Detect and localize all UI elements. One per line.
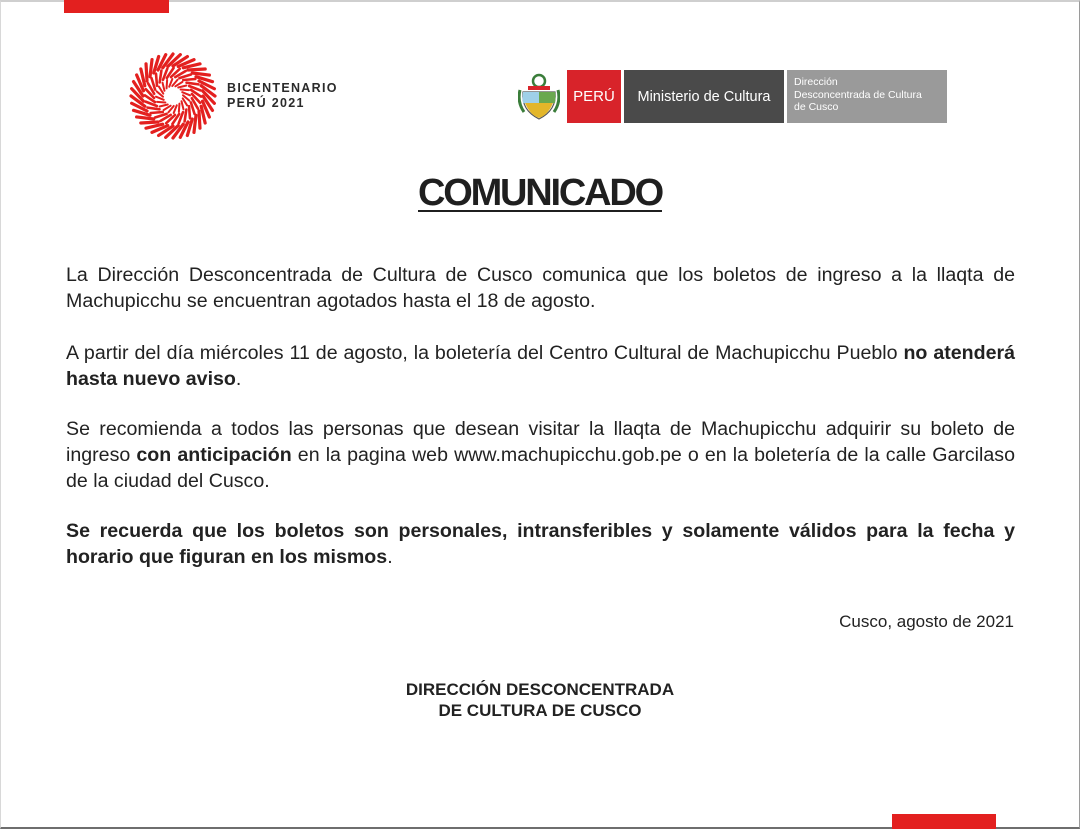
office-label-line1: Dirección (794, 76, 838, 88)
paragraph-3-text-1: Se recomienda a todos las personas que desean visitar la llaqta de Machupicchu adquirir su boleto de ingreso (66, 418, 1015, 466)
office-label-line3: de Cusco (794, 101, 839, 113)
office-label-box (787, 70, 947, 123)
office-label-line2: Desconcentrada de Cultura (794, 88, 922, 101)
peru-label-box (567, 70, 621, 123)
signature-line1: DIRECCIÓN DESCONCENTRADA (405, 680, 675, 699)
bicentenario-wordmark (227, 81, 338, 111)
signature-line2: DE CULTURA DE CUSCO (438, 701, 642, 720)
ministry-label-box (624, 70, 784, 123)
paragraph-4-end: . (387, 546, 393, 568)
peru-label: PERÚ (573, 88, 615, 105)
bottom-red-accent-bar (892, 814, 996, 829)
paragraph-3-text-2: en la pagina web www.machupicchu.gob.pe o en la boletería de la calle Garcilaso de la ciudad del Cusco. (66, 444, 1015, 492)
date-line: Cusco, agosto de 2021 (839, 612, 1014, 631)
paragraph-ticket-conditions (66, 518, 1015, 570)
bicentenario-line2: PERÚ 2021 (227, 96, 305, 110)
ministry-label: Ministerio de Cultura (637, 88, 771, 105)
paragraph-ticket-office-closed (66, 340, 1015, 392)
peru-coat-of-arms-icon (518, 72, 560, 122)
bicentenario-sun-icon (128, 52, 218, 140)
paragraph-2-bold: no atenderá hasta nuevo aviso (66, 342, 1016, 390)
paragraph-3-bold: con anticipación (136, 444, 292, 466)
page-title: COMUNICADO (418, 172, 662, 214)
signature-block (0, 679, 1080, 721)
paragraph-2-end: . (235, 368, 242, 390)
top-red-accent-bar (64, 0, 169, 13)
paragraph-4-bold: Se recuerda que los boletos son personales, intransferibles y solamente válidos para la fecha y horario que figuran en los mismos (66, 520, 1015, 568)
paragraph-2-text: A partir del día miércoles 11 de agosto, la boletería del Centro Cultural de Machupicchu Pueblo (66, 342, 904, 364)
paragraph-tickets-sold-out: La Dirección Desconcentrada de Cultura de Cusco comunica que los boletos de ingreso a la llaqta de Machupicchu se encuentran agotados hasta el 18 de agosto. (66, 264, 1015, 312)
paragraph-buy-in-advance (66, 416, 1015, 494)
bicentenario-line1: BICENTENARIO (227, 81, 338, 95)
